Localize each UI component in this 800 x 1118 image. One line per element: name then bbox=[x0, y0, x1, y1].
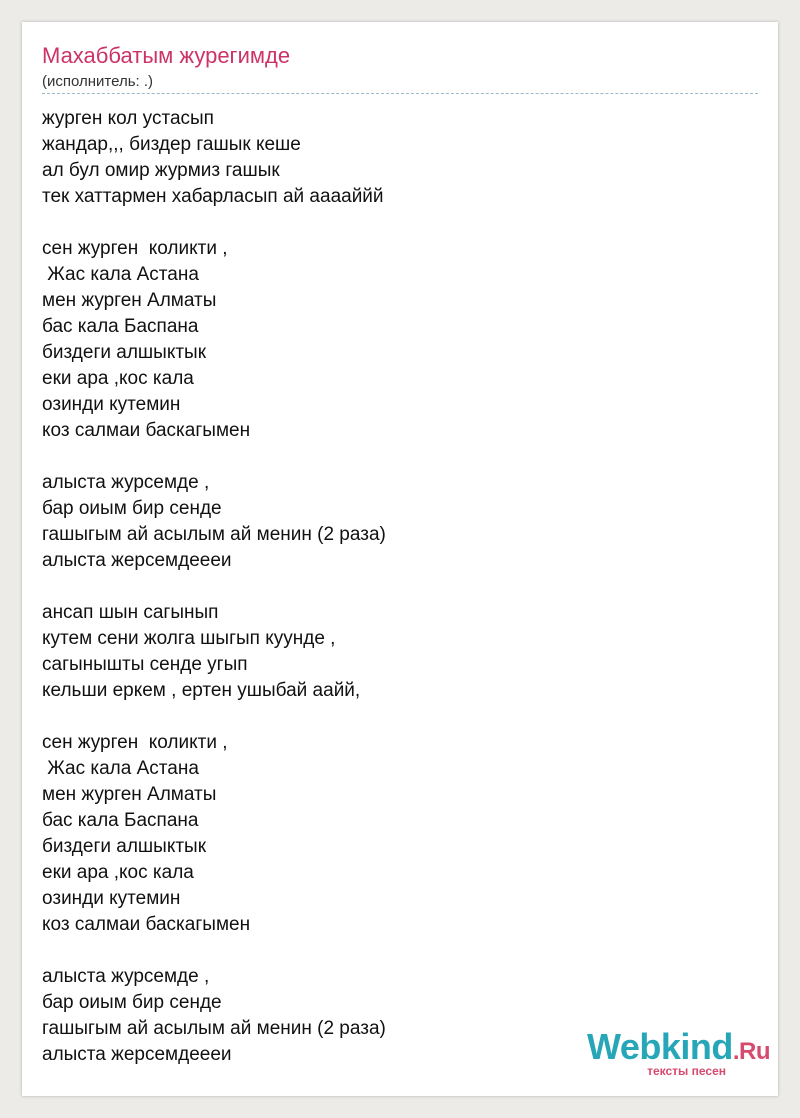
watermark-domain: .Ru bbox=[732, 1038, 770, 1065]
lyric-line: коз салмаи баскагымен bbox=[42, 914, 251, 935]
lyric-line: ал бул омир журмиз гашык bbox=[42, 160, 280, 181]
stanza bbox=[42, 106, 742, 210]
stanza bbox=[42, 600, 742, 704]
lyric-line: бас кала Баспана bbox=[42, 810, 199, 831]
lyric-line: кутем сени жолга шыгып куунде , bbox=[42, 628, 336, 649]
lyric-line: ансап шын сагынып bbox=[42, 602, 219, 623]
lyric-line: гашыгым ай асылым ай менин (2 раза) bbox=[42, 524, 386, 545]
lyric-line: мен журген Алматы bbox=[42, 290, 217, 311]
lyric-line: бас кала Баспана bbox=[42, 316, 199, 337]
lyric-line: сен журген коликти , bbox=[42, 732, 228, 753]
lyric-line: мен журген Алматы bbox=[42, 784, 217, 805]
lyrics-page bbox=[22, 22, 778, 1096]
site-watermark bbox=[570, 1026, 770, 1086]
lyric-line: алыста журсемде , bbox=[42, 472, 210, 493]
lyric-line: еки ара ,кос кала bbox=[42, 368, 194, 389]
artist-line: (исполнитель: .) bbox=[42, 73, 154, 90]
lyric-line: жандар,,, биздер гашык кеше bbox=[42, 134, 301, 155]
lyric-line: гашыгым ай асылым ай менин (2 раза) bbox=[42, 1018, 386, 1039]
lyric-line: еки ара ,кос кала bbox=[42, 862, 194, 883]
watermark-logo bbox=[587, 1026, 770, 1068]
lyric-line: Жас кала Астана bbox=[42, 758, 199, 779]
lyric-line: озинди кутемин bbox=[42, 394, 181, 415]
lyric-line: бар оиым бир сенде bbox=[42, 992, 222, 1013]
stanza bbox=[42, 730, 742, 938]
lyric-line: Жас кала Астана bbox=[42, 264, 199, 285]
lyric-line: биздеги алшыктык bbox=[42, 836, 207, 857]
stanza bbox=[42, 470, 742, 574]
lyric-line: сен журген коликти , bbox=[42, 238, 228, 259]
song-title: Махаббатым журегимде bbox=[42, 43, 291, 68]
watermark-tagline: тексты песен bbox=[647, 1064, 726, 1078]
lyric-line: биздеги алшыктык bbox=[42, 342, 207, 363]
title-divider bbox=[42, 93, 758, 94]
lyric-line: тек хаттармен хабарласып ай ааааййй bbox=[42, 186, 384, 207]
lyrics-body bbox=[42, 106, 742, 1094]
lyric-line: коз салмаи баскагымен bbox=[42, 420, 251, 441]
lyric-line: алыста жерсемдеееи bbox=[42, 550, 232, 571]
lyric-line: озинди кутемин bbox=[42, 888, 181, 909]
lyric-line: алыста жерсемдеееи bbox=[42, 1044, 232, 1065]
watermark-brand: Webkind bbox=[586, 1026, 733, 1067]
lyric-line: алыста журсемде , bbox=[42, 966, 210, 987]
lyric-line: бар оиым бир сенде bbox=[42, 498, 222, 519]
stanza bbox=[42, 236, 742, 444]
lyric-line: сагынышты сенде угып bbox=[42, 654, 248, 675]
lyric-line: кельши еркем , ертен ушыбай аайй, bbox=[42, 680, 361, 701]
lyric-line: журген кол устасып bbox=[42, 108, 214, 129]
